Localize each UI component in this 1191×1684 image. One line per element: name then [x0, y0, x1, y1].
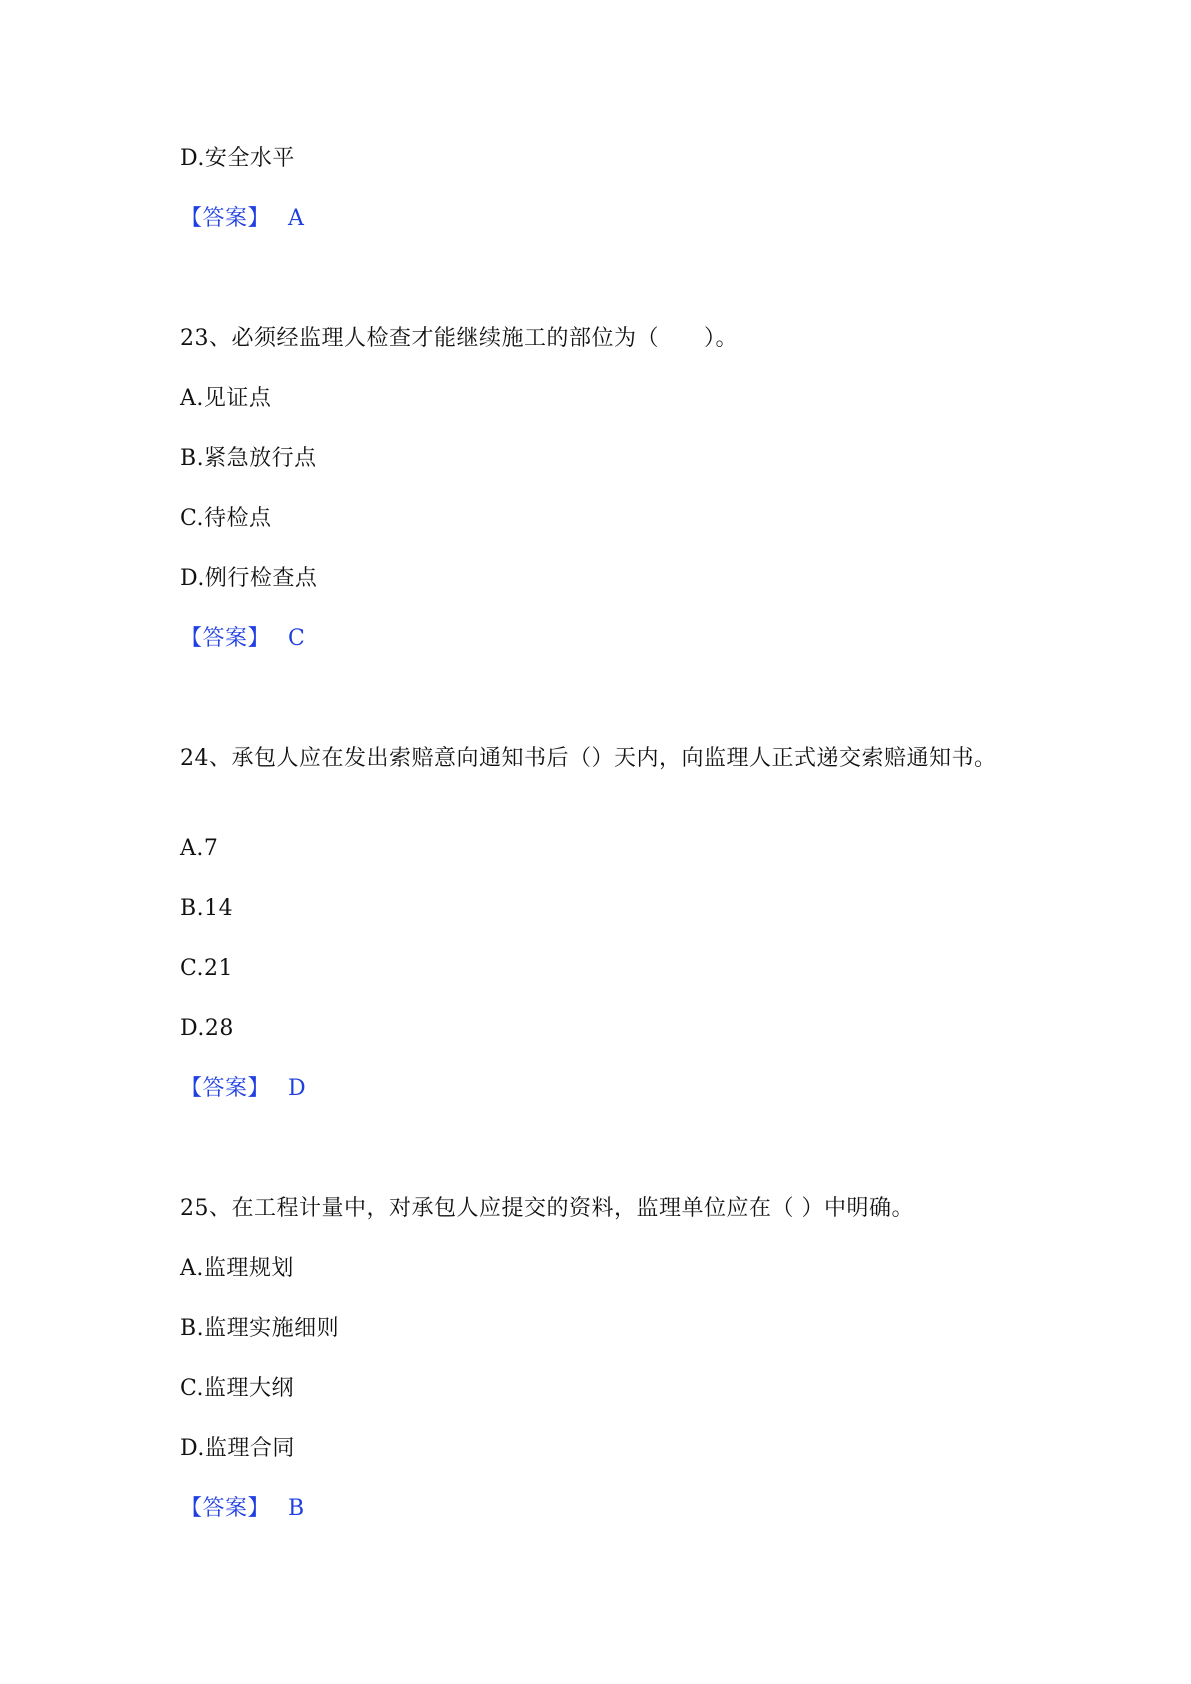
q24-stem: 24、承包人应在发出索赔意向通知书后（）天内，向监理人正式递交索赔通知书。 — [180, 746, 997, 771]
q23-option-b: B.紧急放行点 — [180, 446, 317, 471]
answer-label: 【答案】 — [180, 1496, 271, 1521]
answer-label: 【答案】 — [180, 206, 271, 231]
q23-option-d: D.例行检查点 — [180, 566, 318, 591]
answer-label: 【答案】 — [180, 1076, 271, 1101]
answer-value: B — [288, 1496, 305, 1521]
q25-option-b: B.监理实施细则 — [180, 1316, 340, 1341]
q24-option-b: B.14 — [180, 896, 234, 921]
q22-answer — [180, 204, 304, 234]
answer-value: A — [288, 206, 305, 231]
q24-answer — [180, 1074, 306, 1104]
q23-stem: 23、必须经监理人检查才能继续施工的部位为（ ）。 — [180, 326, 738, 351]
q24-option-c: C.21 — [180, 956, 234, 981]
q24-option-d: D.28 — [180, 1016, 234, 1041]
q23-option-a: A.见证点 — [180, 386, 272, 411]
q25-option-d: D.监理合同 — [180, 1436, 295, 1461]
q25-option-c: C.监理大纲 — [180, 1376, 295, 1401]
q25-option-a: A.监理规划 — [180, 1256, 294, 1281]
q22-option-d: D.安全水平 — [180, 146, 295, 171]
q23-option-c: C.待检点 — [180, 506, 272, 531]
q25-stem: 25、在工程计量中，对承包人应提交的资料，监理单位应在（ ）中明确。 — [180, 1196, 914, 1221]
q23-answer — [180, 624, 305, 654]
answer-value: C — [288, 626, 306, 651]
answer-value: D — [288, 1076, 307, 1101]
q25-answer — [180, 1494, 305, 1524]
q24-option-a: A.7 — [180, 836, 219, 861]
answer-label: 【答案】 — [180, 626, 271, 651]
